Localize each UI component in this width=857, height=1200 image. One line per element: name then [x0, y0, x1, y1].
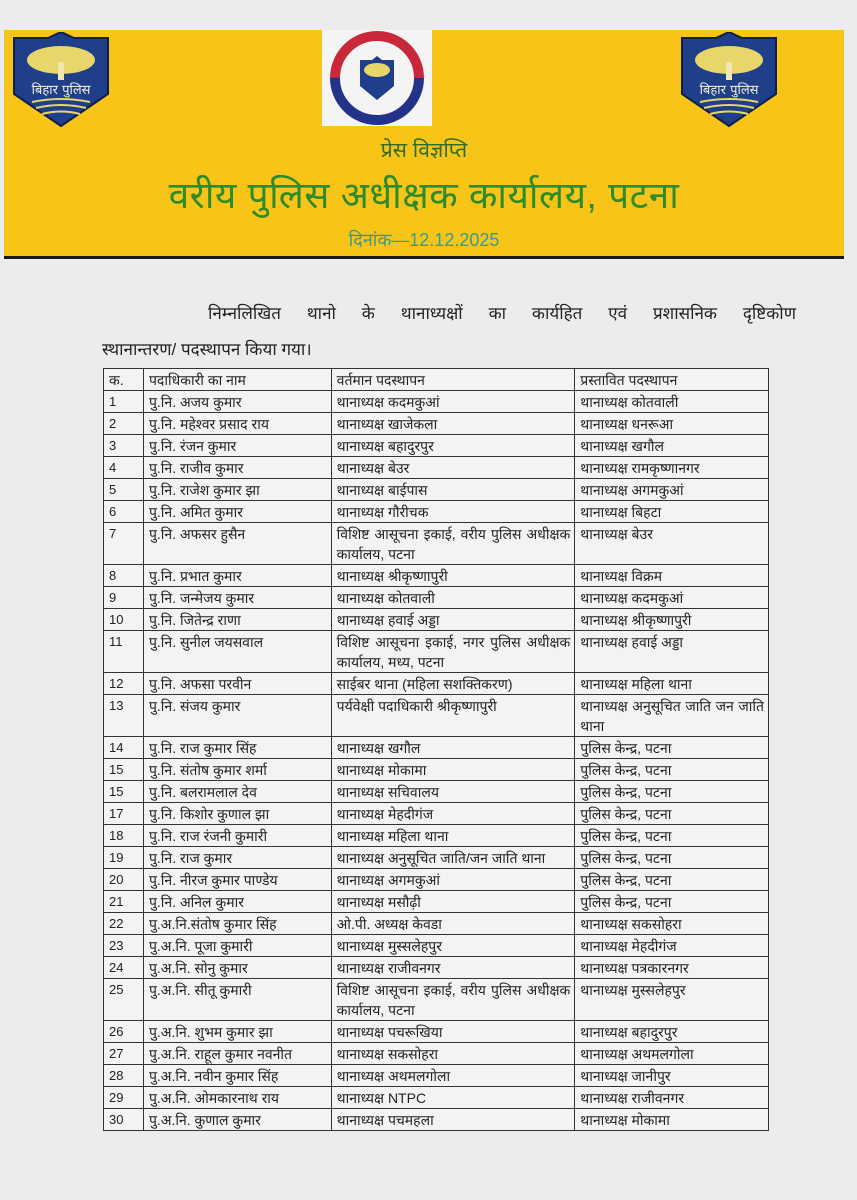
proposed-posting-cell: पुलिस केन्द्र, पटना: [575, 825, 769, 847]
bihar-police-shield-icon: [8, 32, 114, 128]
proposed-posting-cell: थानाध्यक्ष मोकामा: [575, 1109, 769, 1131]
table-row: [104, 759, 769, 781]
col-header-current-posting: वर्तमान पदस्थापन: [331, 369, 575, 391]
current-posting-cell: थानाध्यक्ष गौरीचक: [331, 501, 575, 523]
serial-cell: 10: [104, 609, 144, 631]
table-row: [104, 565, 769, 587]
serial-cell: 26: [104, 1021, 144, 1043]
current-posting-cell: विशिष्ट आसूचना इकाई, नगर पुलिस अधीक्षक कार्यालय, मध्य, पटना: [331, 631, 575, 673]
officer-name-cell: पु.नि. अनिल कुमार: [143, 891, 331, 913]
officer-name-cell: पु.नि. संतोष कुमार शर्मा: [143, 759, 331, 781]
table-row: [104, 435, 769, 457]
proposed-posting-cell: थानाध्यक्ष बहादुरपुर: [575, 1021, 769, 1043]
release-date: दिनांक—12.12.2025: [348, 230, 500, 250]
current-posting-cell: थानाध्यक्ष खगौल: [331, 737, 575, 759]
table-row: [104, 1109, 769, 1131]
proposed-posting-cell: थानाध्यक्ष श्रीकृष्णापुरी: [575, 609, 769, 631]
current-posting-cell: थानाध्यक्ष राजीवनगर: [331, 957, 575, 979]
current-posting-cell: थानाध्यक्ष सचिवालय: [331, 781, 575, 803]
table-row: [104, 869, 769, 891]
serial-cell: 25: [104, 979, 144, 1021]
proposed-posting-cell: पुलिस केन्द्र, पटना: [575, 869, 769, 891]
officer-name-cell: पु.नि. संजय कुमार: [143, 695, 331, 737]
proposed-posting-cell: थानाध्यक्ष कोतवाली: [575, 391, 769, 413]
officer-name-cell: पु.नि. राज रंजनी कुमारी: [143, 825, 331, 847]
col-header-serial: क.: [104, 369, 144, 391]
table-row: [104, 587, 769, 609]
table-row: [104, 609, 769, 631]
officer-name-cell: पु.नि. अमित कुमार: [143, 501, 331, 523]
officer-name-cell: पु.नि. राज कुमार: [143, 847, 331, 869]
serial-cell: 5: [104, 479, 144, 501]
proposed-posting-cell: थानाध्यक्ष महिला थाना: [575, 673, 769, 695]
table-header-row: [104, 369, 769, 391]
table-row: [104, 913, 769, 935]
officer-name-cell: पु.नि. किशोर कुणाल झा: [143, 803, 331, 825]
svg-text:बिहार पुलिस: बिहार पुलिस: [699, 83, 759, 98]
proposed-posting-cell: पुलिस केन्द्र, पटना: [575, 847, 769, 869]
serial-cell: 21: [104, 891, 144, 913]
officer-name-cell: पु.अ.नि.संतोष कुमार सिंह: [143, 913, 331, 935]
proposed-posting-cell: थानाध्यक्ष अनुसूचित जाति जन जाति थाना: [575, 695, 769, 737]
officer-name-cell: पु.नि. अफसर हुसैन: [143, 523, 331, 565]
proposed-posting-cell: थानाध्यक्ष कदमकुआं: [575, 587, 769, 609]
proposed-posting-cell: थानाध्यक्ष राजीवनगर: [575, 1087, 769, 1109]
proposed-posting-cell: थानाध्यक्ष खगौल: [575, 435, 769, 457]
current-posting-cell: थानाध्यक्ष मेहदीगंज: [331, 803, 575, 825]
officer-name-cell: पु.नि. महेश्वर प्रसाद राय: [143, 413, 331, 435]
current-posting-cell: थानाध्यक्ष कोतवाली: [331, 587, 575, 609]
intro-line-1: निम्नलिखित थानो के थानाध्यक्षों का कार्यहित एवं प्रशासनिक दृष्टिकोण: [208, 304, 796, 323]
table-row: [104, 1087, 769, 1109]
table-row: [104, 479, 769, 501]
officer-name-cell: पु.नि. जितेन्द्र राणा: [143, 609, 331, 631]
press-release-label: प्रेस विज्ञप्ति: [380, 139, 468, 162]
officer-name-cell: पु.नि. प्रभात कुमार: [143, 565, 331, 587]
serial-cell: 29: [104, 1087, 144, 1109]
current-posting-cell: थानाध्यक्ष बेउर: [331, 457, 575, 479]
current-posting-cell: विशिष्ट आसूचना इकाई, वरीय पुलिस अधीक्षक कार्यालय, पटना: [331, 523, 575, 565]
current-posting-cell: थानाध्यक्ष बहादुरपुर: [331, 435, 575, 457]
proposed-posting-cell: थानाध्यक्ष मुस्सलेहपुर: [575, 979, 769, 1021]
serial-cell: 2: [104, 413, 144, 435]
serial-cell: 12: [104, 673, 144, 695]
proposed-posting-cell: थानाध्यक्ष सकसोहरा: [575, 913, 769, 935]
officer-name-cell: पु.नि. अजय कुमार: [143, 391, 331, 413]
table-row: [104, 413, 769, 435]
current-posting-cell: थानाध्यक्ष बाईपास: [331, 479, 575, 501]
table-row: [104, 1065, 769, 1087]
table-row: [104, 695, 769, 737]
current-posting-cell: थानाध्यक्ष मोकामा: [331, 759, 575, 781]
proposed-posting-cell: पुलिस केन्द्र, पटना: [575, 891, 769, 913]
current-posting-cell: थानाध्यक्ष हवाई अड्डा: [331, 609, 575, 631]
officer-name-cell: पु.नि. रंजन कुमार: [143, 435, 331, 457]
officer-name-cell: पु.अ.नि. सोनु कुमार: [143, 957, 331, 979]
current-posting-cell: थानाध्यक्ष अगमकुआं: [331, 869, 575, 891]
serial-cell: 17: [104, 803, 144, 825]
proposed-posting-cell: पुलिस केन्द्र, पटना: [575, 759, 769, 781]
table-row: [104, 457, 769, 479]
current-posting-cell: पर्यवेक्षी पदाधिकारी श्रीकृष्णापुरी: [331, 695, 575, 737]
table-body: [104, 391, 769, 1131]
table-row: [104, 1021, 769, 1043]
table-row: [104, 737, 769, 759]
serial-cell: 23: [104, 935, 144, 957]
serial-cell: 1: [104, 391, 144, 413]
officer-name-cell: पु.अ.नि. कुणाल कुमार: [143, 1109, 331, 1131]
officer-name-cell: पु.नि. नीरज कुमार पाण्डेय: [143, 869, 331, 891]
current-posting-cell: थानाध्यक्ष पचरूखिया: [331, 1021, 575, 1043]
serial-cell: 4: [104, 457, 144, 479]
serial-cell: 20: [104, 869, 144, 891]
bihar-police-shield-icon: [676, 32, 782, 128]
police-emblem-icon: [322, 30, 432, 126]
current-posting-cell: ओ.पी. अध्यक्ष केवडा: [331, 913, 575, 935]
table-row: [104, 979, 769, 1021]
proposed-posting-cell: थानाध्यक्ष हवाई अड्डा: [575, 631, 769, 673]
current-posting-cell: थानाध्यक्ष श्रीकृष्णापुरी: [331, 565, 575, 587]
officer-name-cell: पु.नि. राज कुमार सिंह: [143, 737, 331, 759]
table-row: [104, 1043, 769, 1065]
police-emblem-logo: [322, 30, 432, 126]
officer-name-cell: पु.अ.नि. पूजा कुमारी: [143, 935, 331, 957]
serial-cell: 18: [104, 825, 144, 847]
proposed-posting-cell: थानाध्यक्ष अगमकुआं: [575, 479, 769, 501]
transfer-table: [103, 368, 769, 1131]
table-row: [104, 673, 769, 695]
officer-name-cell: पु.नि. बलरामलाल देव: [143, 781, 331, 803]
officer-name-cell: पु.नि. अफसा परवीन: [143, 673, 331, 695]
header-banner: [4, 30, 844, 259]
table-row: [104, 825, 769, 847]
current-posting-cell: थानाध्यक्ष सकसोहरा: [331, 1043, 575, 1065]
officer-name-cell: पु.नि. जन्मेजय कुमार: [143, 587, 331, 609]
svg-text:बिहार पुलिस: बिहार पुलिस: [31, 83, 91, 98]
current-posting-cell: साईबर थाना (महिला सशक्तिकरण): [331, 673, 575, 695]
serial-cell: 7: [104, 523, 144, 565]
serial-cell: 15: [104, 759, 144, 781]
officer-name-cell: पु.नि. सुनील जयसवाल: [143, 631, 331, 673]
table-row: [104, 891, 769, 913]
serial-cell: 6: [104, 501, 144, 523]
proposed-posting-cell: पुलिस केन्द्र, पटना: [575, 737, 769, 759]
proposed-posting-cell: थानाध्यक्ष जानीपुर: [575, 1065, 769, 1087]
proposed-posting-cell: थानाध्यक्ष रामकृष्णानगर: [575, 457, 769, 479]
serial-cell: 14: [104, 737, 144, 759]
serial-cell: 19: [104, 847, 144, 869]
serial-cell: 15: [104, 781, 144, 803]
serial-cell: 24: [104, 957, 144, 979]
table-row: [104, 501, 769, 523]
proposed-posting-cell: थानाध्यक्ष बेउर: [575, 523, 769, 565]
serial-cell: 28: [104, 1065, 144, 1087]
col-header-proposed-posting: प्रस्तावित पदस्थापन: [575, 369, 769, 391]
table-row: [104, 631, 769, 673]
serial-cell: 3: [104, 435, 144, 457]
current-posting-cell: विशिष्ट आसूचना इकाई, वरीय पुलिस अधीक्षक कार्यालय, पटना: [331, 979, 575, 1021]
officer-name-cell: पु.अ.नि. सीतू कुमारी: [143, 979, 331, 1021]
table-row: [104, 935, 769, 957]
proposed-posting-cell: पुलिस केन्द्र, पटना: [575, 803, 769, 825]
serial-cell: 8: [104, 565, 144, 587]
current-posting-cell: थानाध्यक्ष खाजेकला: [331, 413, 575, 435]
table-row: [104, 957, 769, 979]
current-posting-cell: थानाध्यक्ष अनुसूचित जाति/जन जाति थाना: [331, 847, 575, 869]
proposed-posting-cell: पुलिस केन्द्र, पटना: [575, 781, 769, 803]
table-row: [104, 803, 769, 825]
office-title: वरीय पुलिस अधीक्षक कार्यालय, पटना: [168, 175, 680, 216]
serial-cell: 13: [104, 695, 144, 737]
proposed-posting-cell: थानाध्यक्ष धनरूआ: [575, 413, 769, 435]
officer-name-cell: पु.अ.नि. राहूल कुमार नवनीत: [143, 1043, 331, 1065]
current-posting-cell: थानाध्यक्ष अथमलगोला: [331, 1065, 575, 1087]
officer-name-cell: पु.नि. राजीव कुमार: [143, 457, 331, 479]
officer-name-cell: पु.अ.नि. शुभम कुमार झा: [143, 1021, 331, 1043]
current-posting-cell: थानाध्यक्ष कदमकुआं: [331, 391, 575, 413]
current-posting-cell: थानाध्यक्ष NTPC: [331, 1087, 575, 1109]
serial-cell: 9: [104, 587, 144, 609]
serial-cell: 11: [104, 631, 144, 673]
current-posting-cell: थानाध्यक्ष पचमहला: [331, 1109, 575, 1131]
proposed-posting-cell: थानाध्यक्ष बिहटा: [575, 501, 769, 523]
proposed-posting-cell: थानाध्यक्ष पत्रकारनगर: [575, 957, 769, 979]
table-row: [104, 391, 769, 413]
proposed-posting-cell: थानाध्यक्ष मेहदीगंज: [575, 935, 769, 957]
serial-cell: 22: [104, 913, 144, 935]
table-row: [104, 847, 769, 869]
col-header-officer-name: पदाधिकारी का नाम: [143, 369, 331, 391]
intro-line-2: स्थानान्तरण/ पदस्थापन किया गया।: [102, 340, 312, 359]
officer-name-cell: पु.नि. राजेश कुमार झा: [143, 479, 331, 501]
current-posting-cell: थानाध्यक्ष मुस्सलेहपुर: [331, 935, 575, 957]
intro-paragraph: [102, 296, 796, 368]
proposed-posting-cell: थानाध्यक्ष विक्रम: [575, 565, 769, 587]
officer-name-cell: पु.अ.नि. ओमकारनाथ राय: [143, 1087, 331, 1109]
table-row: [104, 523, 769, 565]
serial-cell: 27: [104, 1043, 144, 1065]
table-row: [104, 781, 769, 803]
proposed-posting-cell: थानाध्यक्ष अथमलगोला: [575, 1043, 769, 1065]
serial-cell: 30: [104, 1109, 144, 1131]
current-posting-cell: थानाध्यक्ष मसौढ़ी: [331, 891, 575, 913]
current-posting-cell: थानाध्यक्ष महिला थाना: [331, 825, 575, 847]
officer-name-cell: पु.अ.नि. नवीन कुमार सिंह: [143, 1065, 331, 1087]
